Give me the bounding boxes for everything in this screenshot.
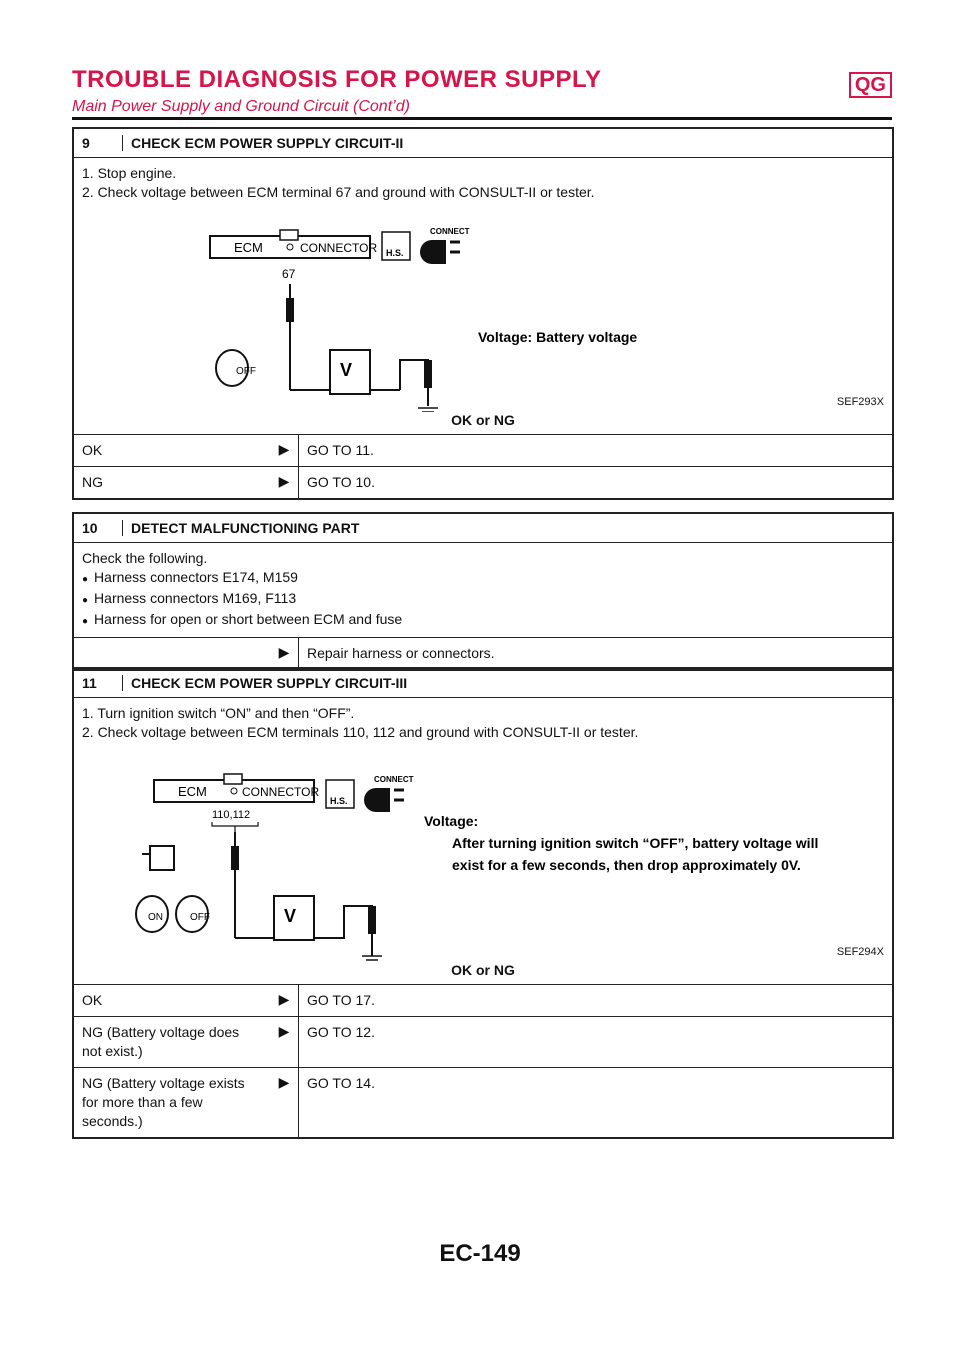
terminal-label: 110,112: [212, 809, 251, 821]
result-action: GO TO 14.: [298, 1068, 892, 1137]
result-condition: NG: [82, 474, 103, 490]
step-10-box: [72, 512, 894, 671]
check-item: ● Harness connectors M169, F113: [82, 589, 884, 610]
page-title: TROUBLE DIAGNOSIS FOR POWER SUPPLY: [72, 66, 602, 93]
wiring-diagram: [74, 202, 888, 412]
step-11-header: [74, 669, 892, 697]
step-title: DETECT MALFUNCTIONING PART: [131, 520, 360, 536]
key-off-label: OFF: [236, 366, 256, 377]
step-9-header: [74, 129, 892, 157]
result-action: GO TO 17.: [298, 985, 892, 1016]
header-rule: [72, 117, 892, 120]
page-number: EC-149: [439, 1240, 521, 1267]
ecm-label: ECM: [234, 240, 263, 255]
result-action: GO TO 12.: [298, 1017, 892, 1067]
key-off-label: OFF: [190, 912, 210, 923]
voltmeter-label: V: [340, 360, 353, 380]
probe-icon: [286, 298, 294, 322]
ok-or-ng: OK or NG: [451, 962, 515, 978]
connect-icon: [420, 240, 446, 264]
ground-icon: [362, 956, 382, 960]
engine-icon: [142, 846, 174, 870]
arrow-icon: ▶: [278, 1023, 290, 1039]
instruction-line: 2. Check voltage between ECM terminal 67 and ground with CONSULT-II or tester.: [82, 184, 595, 200]
hs-label: H.S.: [330, 796, 348, 806]
arrow-icon: ▶: [278, 991, 290, 1007]
terminal-label: 67: [282, 267, 296, 281]
voltage-label: Voltage:: [424, 813, 479, 829]
arrow-icon: ▶: [278, 1074, 290, 1090]
result-row: [74, 434, 892, 466]
ok-or-ng: OK or NG: [451, 412, 515, 428]
ground-icon: [418, 408, 438, 412]
figure-ref: SEF293X: [836, 396, 884, 408]
arrow-icon: ▶: [278, 644, 290, 660]
result-row: [74, 984, 892, 1016]
result-condition: OK: [82, 992, 103, 1008]
voltmeter-label: V: [284, 906, 297, 926]
connector-label: CONNECTOR: [242, 785, 320, 799]
page-subtitle: Main Power Supply and Ground Circuit (Cont’d): [72, 98, 410, 115]
hs-label: H.S.: [386, 248, 404, 258]
section-badge: QG: [849, 72, 892, 98]
connect-icon: [364, 788, 390, 812]
result-condition: NG (Battery voltage exists for more than a few seconds.): [82, 1075, 245, 1129]
check-item: ● Harness connectors E174, M159: [82, 568, 884, 589]
step-9-box: [72, 127, 894, 500]
step-number: 11: [82, 675, 123, 691]
connect-label: CONNECT: [430, 227, 470, 236]
voltage-spec-line: After turning ignition switch “OFF”, battery voltage will: [452, 835, 819, 851]
instruction-line: 2. Check voltage between ECM terminals 110, 112 and ground with CONSULT-II or tester.: [82, 724, 639, 740]
instruction-line: 1. Turn ignition switch “ON” and then “OFF”.: [82, 705, 355, 721]
page-header: [72, 66, 892, 116]
result-action: GO TO 10.: [298, 467, 892, 498]
probe-icon: [231, 846, 239, 870]
connector-label: CONNECTOR: [300, 241, 378, 255]
check-item: ● Harness for open or short between ECM and fuse: [82, 610, 884, 631]
connect-label: CONNECT: [374, 775, 414, 784]
wiring-diagram: [74, 742, 888, 962]
voltage-spec-line: exist for a few seconds, then drop approximately 0V.: [452, 857, 801, 873]
result-row: [74, 1016, 892, 1067]
result-condition: OK: [82, 442, 103, 458]
instruction-line: Check the following.: [82, 550, 208, 566]
result-action: Repair harness or connectors.: [298, 638, 892, 669]
result-condition: NG (Battery voltage does not exist.): [82, 1024, 240, 1059]
step-number: 10: [82, 520, 123, 536]
result-row: [74, 1067, 892, 1137]
step-10-header: [74, 514, 892, 542]
step-title: CHECK ECM POWER SUPPLY CIRCUIT-III: [131, 675, 408, 691]
arrow-icon: ▶: [278, 441, 290, 457]
instruction-line: 1. Stop engine.: [82, 165, 177, 181]
step-number: 9: [82, 135, 123, 151]
step-11-box: [72, 667, 894, 1139]
result-row: [74, 466, 892, 498]
figure-ref: SEF294X: [836, 946, 884, 958]
arrow-icon: ▶: [278, 473, 290, 489]
ecm-label: ECM: [178, 784, 207, 799]
voltage-spec: Voltage: Battery voltage: [478, 329, 638, 345]
step-title: CHECK ECM POWER SUPPLY CIRCUIT-II: [131, 135, 404, 151]
key-on-label: ON: [148, 912, 163, 923]
result-row: [74, 637, 892, 669]
result-action: GO TO 11.: [298, 435, 892, 466]
diagram-sef294x: [74, 742, 892, 962]
diagram-sef293x: [74, 202, 892, 412]
